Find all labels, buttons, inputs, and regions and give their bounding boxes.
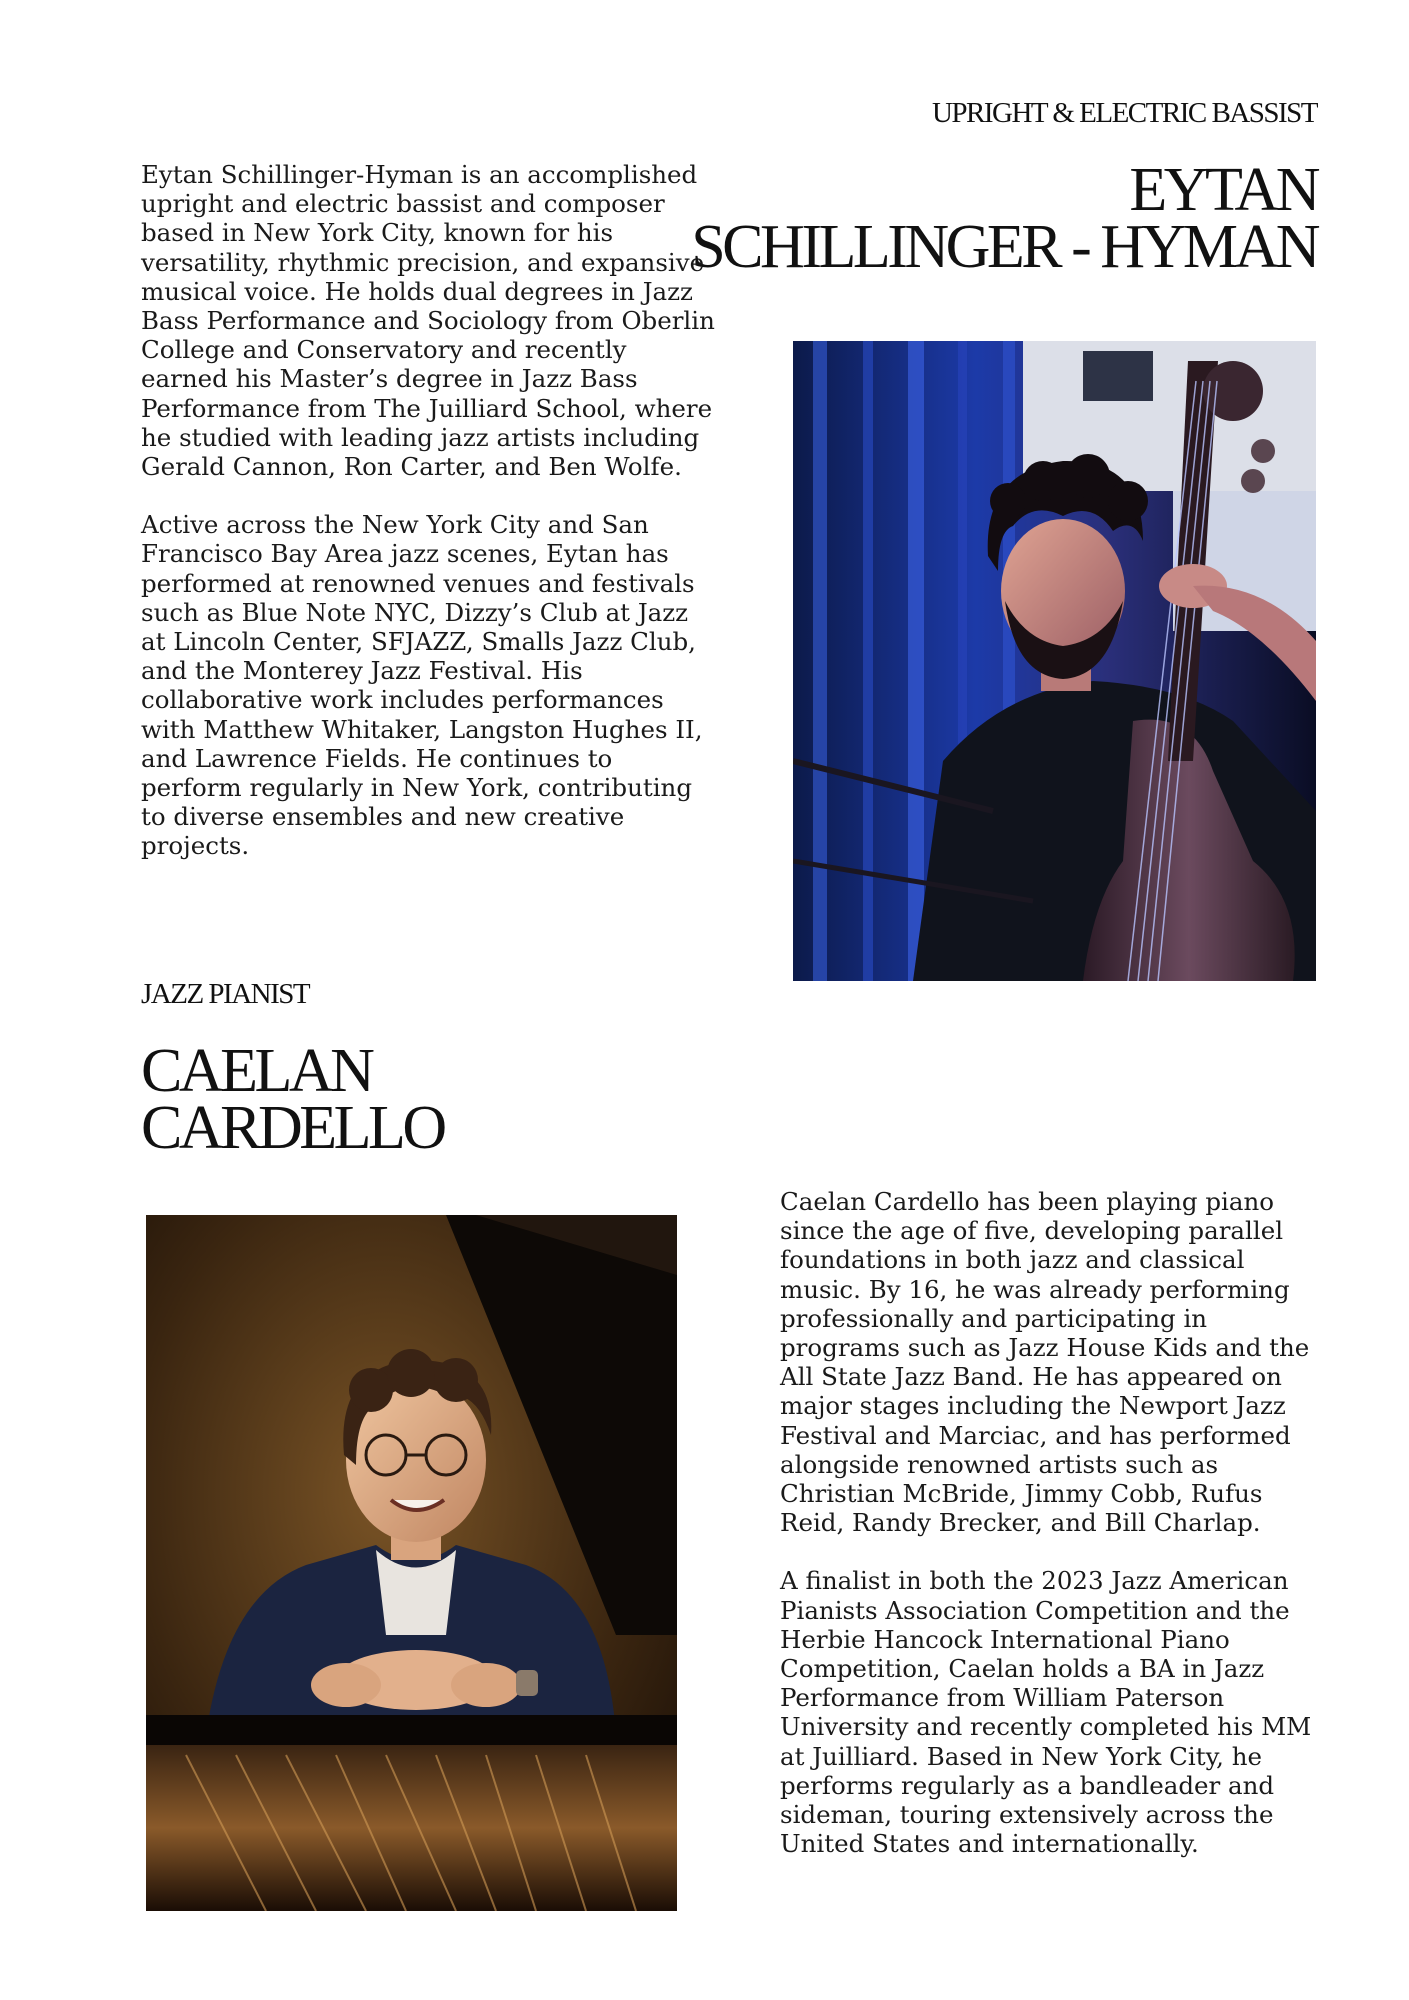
caelan-name xyxy=(141,1037,444,1163)
eytan-name-line1: EYTAN xyxy=(1129,156,1317,224)
bassist-photo-illustration xyxy=(793,341,1316,981)
eytan-name xyxy=(691,156,1317,282)
eytan-role: UPRIGHT & ELECTRIC BASSIST xyxy=(931,97,1317,129)
eytan-bio-paragraph-1: Eytan Schillinger-Hyman is an accomplished upright and electric bassist and composer based in New York City, known for his versatility, rhythmic precision, and expansive musical voice. He holds dual degrees in Jazz Bass Performance and Sociology from Oberlin College and Conservatory and recently earned his Master’s degree in Jazz Bass Performance from The Juilliard School, where he studied with leading jazz artists including Gerald Cannon, Ron Carter, and Ben Wolfe. xyxy=(141,160,715,482)
eytan-bio-paragraph-2: Active across the New York City and San Francisco Bay Area jazz scenes, Eytan has performed at renowned venues and festivals such as Blue Note NYC, Dizzy’s Club at Jazz at Lincoln Center, SFJAZZ, Smalls Jazz Club, and the Monterey Jazz Festival. His collaborative work includes performances with Matthew Whitaker, Langston Hughes II, and Lawrence Fields. He continues to perform regularly in New York, contributing to diverse ensembles and new creative projects. xyxy=(141,510,703,861)
caelan-name-line2: CARDELLO xyxy=(141,1094,444,1163)
caelan-photo xyxy=(146,1215,677,1911)
caelan-bio xyxy=(780,1187,1330,1887)
eytan-photo xyxy=(793,341,1316,981)
caelan-role: JAZZ PIANIST xyxy=(141,978,310,1010)
eytan-name-line2: SCHILLINGER - HYMAN xyxy=(691,213,1317,282)
eytan-bio xyxy=(141,160,716,890)
caelan-name-line1: CAELAN xyxy=(141,1037,372,1105)
caelan-bio-paragraph-2: A finalist in both the 2023 Jazz American Pianists Association Competition and the Herbie Hancock International Piano Competition, Caelan holds a BA in Jazz Performance from William Paterson University and recently completed his MM at Juilliard. Based in New York City, he performs regularly as a bandleader and sideman, touring extensively across the United States and internationally. xyxy=(780,1566,1312,1859)
caelan-bio-paragraph-1: Caelan Cardello has been playing piano since the age of five, developing parallel foundations in both jazz and classical music. By 16, he was already performing professionally and participating in programs such as Jazz House Kids and the All State Jazz Band. He has appeared on major stages including the Newport Jazz Festival and Marciac, and has performed alongside renowned artists such as Christian McBride, Jimmy Cobb, Rufus Reid, Randy Brecker, and Bill Charlap. xyxy=(780,1187,1310,1538)
pianist-photo-illustration xyxy=(146,1215,677,1911)
